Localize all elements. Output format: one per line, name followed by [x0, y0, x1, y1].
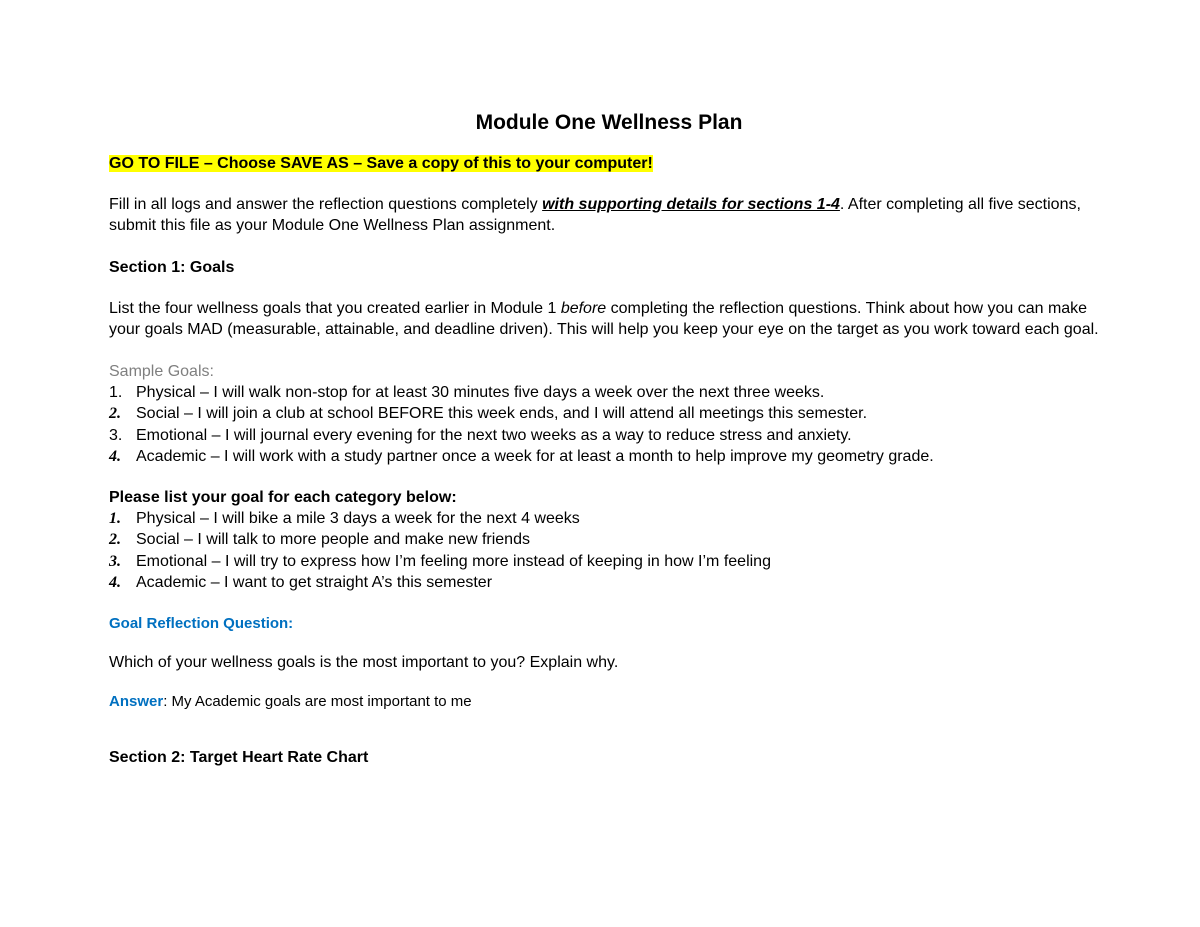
list-item-text: Emotional – I will journal every evening for the next two weeks as a way to reduce stress and anxiety. — [136, 426, 852, 444]
list-number: 2. — [109, 405, 121, 423]
answer-line — [109, 691, 1099, 712]
reflection-heading: Goal Reflection Question: — [109, 615, 294, 633]
instructions-text-1: List the four wellness goals that you created earlier in Module 1 — [109, 300, 561, 317]
intro-emphasis: with supporting details for sections 1-4 — [542, 196, 840, 213]
sample-goals-label: Sample Goals: — [109, 363, 214, 380]
list-item-text[interactable]: Social – I will talk to more people and make new friends — [136, 531, 530, 549]
list-number: 1. — [109, 510, 121, 528]
sample-goals-list — [109, 382, 1099, 467]
goal-list-prompt: Please list your goal for each category below: — [109, 489, 457, 507]
list-number: 4. — [109, 447, 121, 465]
list-item-text: Academic – I will work with a study partner once a week for at least a month to help improve my geometry grade. — [136, 447, 934, 465]
document-title: Module One Wellness Plan — [475, 111, 743, 134]
list-item — [109, 551, 1099, 572]
list-number: 4. — [109, 574, 121, 592]
my-goals-list — [109, 508, 1099, 593]
intro-paragraph — [109, 194, 1099, 236]
list-item-text: Social – I will join a club at school BEFORE this week ends, and I will attend all meetings this semester. — [136, 405, 868, 423]
save-notice-text: GO TO FILE – Choose SAVE AS – Save a copy of this to your computer! — [109, 155, 653, 172]
list-item-text[interactable]: Academic – I want to get straight A’s this semester — [136, 574, 493, 592]
save-notice — [109, 153, 1099, 174]
document-body — [109, 109, 1099, 768]
section2-heading: Section 2: Target Heart Rate Chart — [109, 749, 369, 767]
intro-text-2: . After completing all five sections, submit this file as your Module One Wellness Plan assignment. — [109, 196, 1081, 234]
list-number: 2. — [109, 531, 121, 549]
intro-text-1: Fill in all logs and answer the reflection questions completely — [109, 196, 543, 213]
list-item — [109, 529, 1099, 550]
list-item-text[interactable]: Physical – I will bike a mile 3 days a week for the next 4 weeks — [136, 510, 580, 528]
list-number: 1. — [109, 384, 123, 401]
list-item — [109, 446, 1099, 467]
reflection-question: Which of your wellness goals is the most important to you? Explain why. — [109, 654, 619, 672]
list-number: 3. — [109, 426, 123, 444]
answer-label: Answer — [109, 693, 164, 711]
list-item — [109, 508, 1099, 529]
list-number: 3. — [109, 552, 121, 570]
section1-instructions — [109, 298, 1099, 340]
instructions-italic: before — [560, 300, 607, 317]
list-item-text[interactable]: Emotional – I will try to express how I’m feeling more instead of keeping in how I’m feeling — [136, 552, 771, 570]
list-item — [109, 382, 1099, 403]
list-item-text: Physical – I will walk non-stop for at least 30 minutes five days a week over the next three weeks. — [136, 384, 825, 401]
list-item — [109, 403, 1099, 424]
list-item — [109, 425, 1099, 446]
instructions-text-2: completing the reflection questions. Think about how you can make your goals MAD (measurable, attainable, and deadline driven). This will help you keep your eye on the target as you work toward each goal. — [109, 300, 1099, 338]
section1-heading: Section 1: Goals — [109, 259, 235, 276]
answer-text[interactable]: : My Academic goals are most important to me — [163, 693, 472, 711]
list-item — [109, 572, 1099, 593]
